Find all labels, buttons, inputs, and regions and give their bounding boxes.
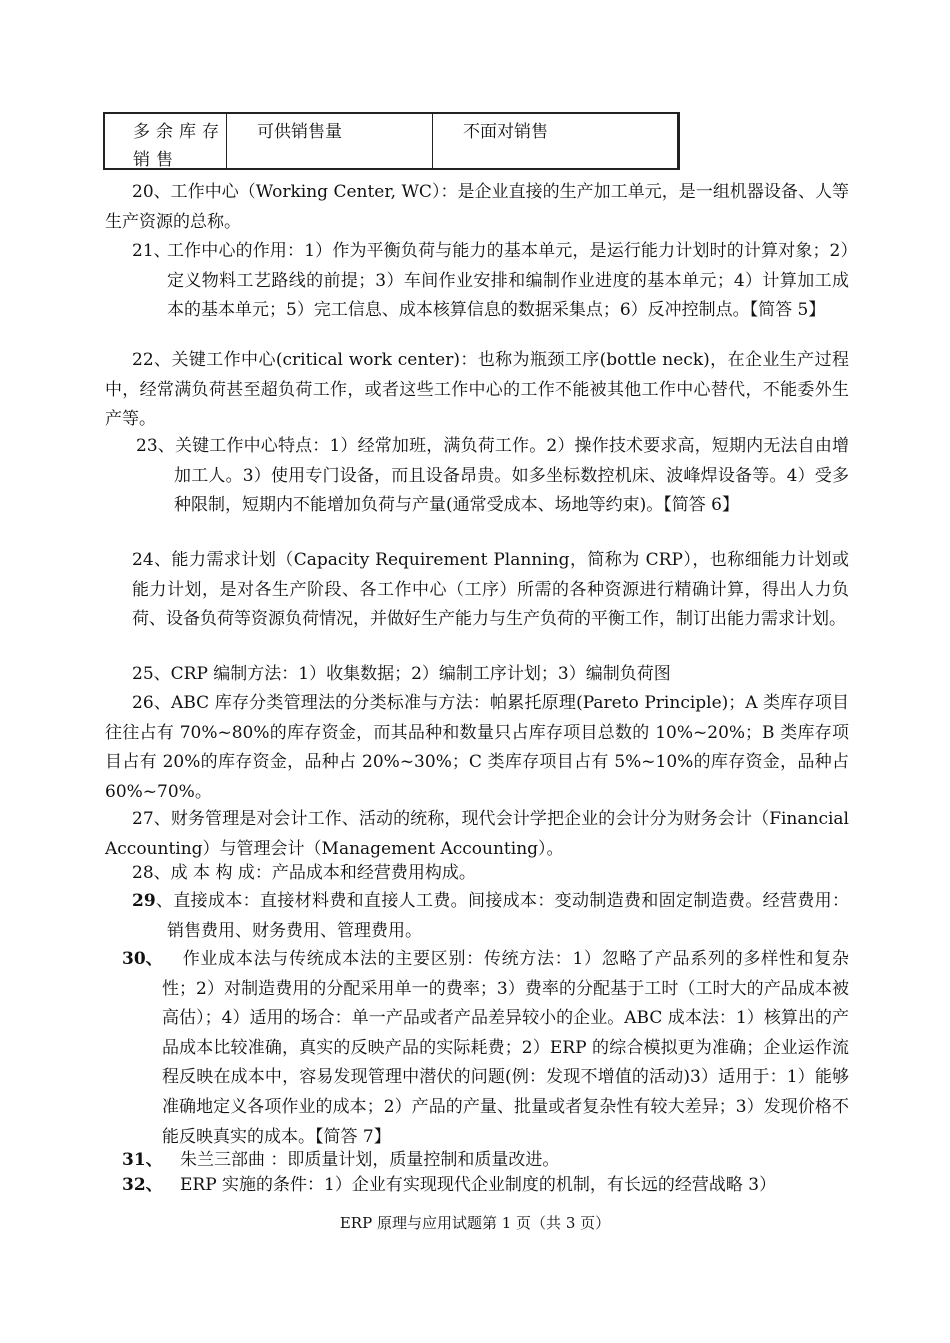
item-26: 26、ABC 库存分类管理法的分类标准与方法：帕累托原理(Pareto Principle)；A 类库存项目往往占有 70%~80%的库存资金，而其品种和数量只占库存项目总数的 10%~20%；B 类库存项目占有 20%的库存资金，品种占 20%~30%；C 类库存项目占有 5%~10%的库存资金，品种占 60%~70%。 <box>105 693 849 802</box>
item-23: 23、关键工作中心特点：1）经常加班，满负荷工作。2）操作技术要求高，短期内无法自由增加工人。3）使用专门设备，而且设备昂贵。如多坐标数控机床、波峰焊设备等。4）受多种限制，短期内不能增加负荷与产量(通常受成本、场地等约束)。【简答 6】 <box>136 436 849 516</box>
item-31-text: 朱兰三部曲 ：即质量计划，质量控制和质量改进。 <box>180 1150 560 1170</box>
table-cell-available-to-sell: 可供销售量 <box>227 114 433 168</box>
item-30-text: 作业成本法与传统成本法的主要区别：传统方法：1）忽略了产品系列的多样性和复杂性；2）对制造费用的分配采用单一的费率；3）费率的分配基于工时（工时大的产品成本被高估）；4）适用的场合：单一产品或者产品差异较小的企业。ABC 成本法：1）核算出的产品成本比较准确，真实的反映产品的实际耗费；2）ERP 的综合模拟更为准确；企业运作流程反映在成本中，容易发现管理中潜伏的问题(例：发现不增值的活动)3）适用于：1）能够准确地定义各项作业的成本；2）产品的产量、批量或者复杂性有较大差异；3）发现价格不能反映真实的成本。【简答 7】 <box>162 949 849 1147</box>
item-21-number: 21、 <box>132 241 171 261</box>
item-30-number: 30、 <box>122 949 163 969</box>
item-22: 22、关键工作中心(critical work center)：也称为瓶颈工序(bottle neck)，在企业生产过程中，经常满负荷甚至超负荷工作，或者这些工作中心的工作不能被其他工作中心替代，不能委外生产等。 <box>105 350 849 430</box>
item-20: 20、工作中心（Working Center, WC）：是企业直接的生产加工单元，是一组机器设备、人等生产资源的总称。 <box>105 182 849 232</box>
item-31-number: 31、 <box>122 1150 163 1170</box>
page-footer: ERP 原理与应用试题第 1 页（共 3 页） <box>339 1214 611 1232</box>
table-cell-not-for-sale: 不面对销售 <box>463 122 548 142</box>
item-29-number: 29 <box>132 891 156 911</box>
item-21-text: 工作中心的作用：1）作为平衡负荷与能力的基本单元，是运行能力计划时的计算对象；2）定义物料工艺路线的前提；3）车间作业安排和编制作业进度的基本单元；4）计算加工成本的基本单元；5）完工信息、成本核算信息的数据采集点；6）反冲控制点。【简答 5】 <box>167 241 849 321</box>
table-cell-excess-inventory: 多余库存销售 <box>105 114 227 168</box>
item-28: 28、成 本 构 成：产品成本和经营费用构成。 <box>132 863 476 883</box>
item-32 <box>122 1171 849 1201</box>
item-27: 27、财务管理是对会计工作、活动的统称，现代会计学把企业的会计分为财务会计（Financial Accounting）与管理会计（Management Accounting）。 <box>105 809 849 859</box>
item-29-text: 、直接成本：直接材料费和直接人工费。间接成本：变动制造费和固定制造费。经营费用：销售费用、财务费用、管理费用。 <box>155 891 849 941</box>
item-25: 25、CRP 编制方法：1）收集数据；2）编制工序计划；3）编制负荷图 <box>132 664 671 684</box>
item-32-text: ERP 实施的条件：1）企业有实现现代企业制度的机制，有长远的经营战略 3） <box>180 1175 777 1195</box>
item-30 <box>122 945 849 1152</box>
item-32-number: 32、 <box>122 1175 163 1195</box>
item-29 <box>132 887 849 946</box>
sales-table <box>103 112 680 170</box>
item-21 <box>132 237 849 326</box>
item-24: 24、能力需求计划（Capacity Requirement Planning，简称为 CRP），也称细能力计划或能力计划，是对各生产阶段、各工作中心（工序）所需的各种资源进行精确计算，得出人力负荷、设备负荷等资源负荷情况，并做好生产能力与生产负荷的平衡工作，制订出能力需求计划。 <box>132 550 849 630</box>
